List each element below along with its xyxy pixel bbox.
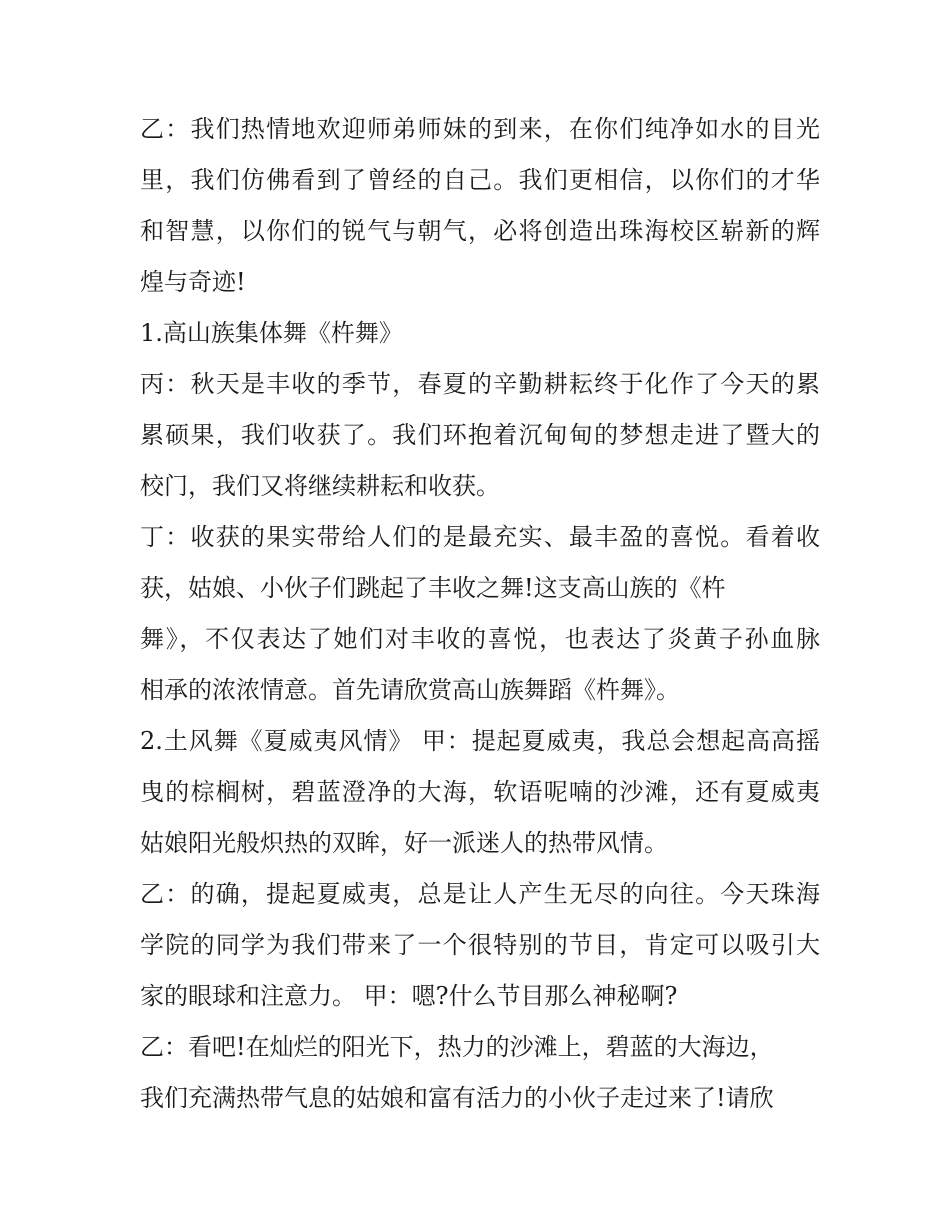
text-line: 获，姑娘、小伙子们跳起了丰收之舞!这支高山族的《杵 <box>140 574 726 602</box>
text-line: 学院的同学为我们带来了一个很特别的节目，肯定可以吸引大 <box>140 931 820 959</box>
text-line: 我们充满热带气息的姑娘和富有活力的小伙子走过来了!请欣 <box>140 1084 774 1112</box>
text-line: 乙：的确，提起夏威夷，总是让人产生无尽的向往。今天珠海 <box>140 880 820 908</box>
text-line: 丙：秋天是丰收的季节，春夏的辛勤耕耘终于化作了今天的累 <box>140 370 820 398</box>
text-line: 丁：收获的果实带给人们的是最充实、最丰盈的喜悦。看着收 <box>140 523 820 551</box>
text-line: 家的眼球和注意力。 甲：嗯?什么节目那么神秘啊? <box>140 982 678 1010</box>
document-page <box>140 104 820 1124</box>
text-line: 和智慧，以你们的锐气与朝气，必将创造出珠海校区崭新的辉 <box>140 217 820 245</box>
text-line: 舞》，不仅表达了她们对丰收的喜悦，也表达了炎黄子孙血脉 <box>140 625 820 653</box>
text-line: 里，我们仿佛看到了曾经的自己。我们更相信，以你们的才华 <box>140 166 820 194</box>
text-line: 乙：我们热情地欢迎师弟师妹的到来，在你们纯净如水的目光 <box>140 115 820 143</box>
text-line: 曳的棕榈树，碧蓝澄净的大海，软语呢喃的沙滩，还有夏威夷 <box>140 778 820 806</box>
text-line: 相承的浓浓情意。首先请欣赏高山族舞蹈《杵舞》。 <box>140 676 680 704</box>
text-line: 校门，我们又将继续耕耘和收获。 <box>140 472 500 500</box>
text-line: 累硕果，我们收获了。我们环抱着沉甸甸的梦想走进了暨大的 <box>140 421 820 449</box>
text-line: 2.土风舞《夏威夷风情》 甲：提起夏威夷，我总会想起高高摇 <box>140 727 820 755</box>
text-line: 1.高山族集体舞《杵舞》 <box>140 319 403 347</box>
text-line: 姑娘阳光般炽热的双眸，好一派迷人的热带风情。 <box>140 829 668 857</box>
text-line: 乙：看吧!在灿烂的阳光下，热力的沙滩上，碧蓝的大海边， <box>140 1033 774 1061</box>
text-line: 煌与奇迹! <box>140 268 246 296</box>
